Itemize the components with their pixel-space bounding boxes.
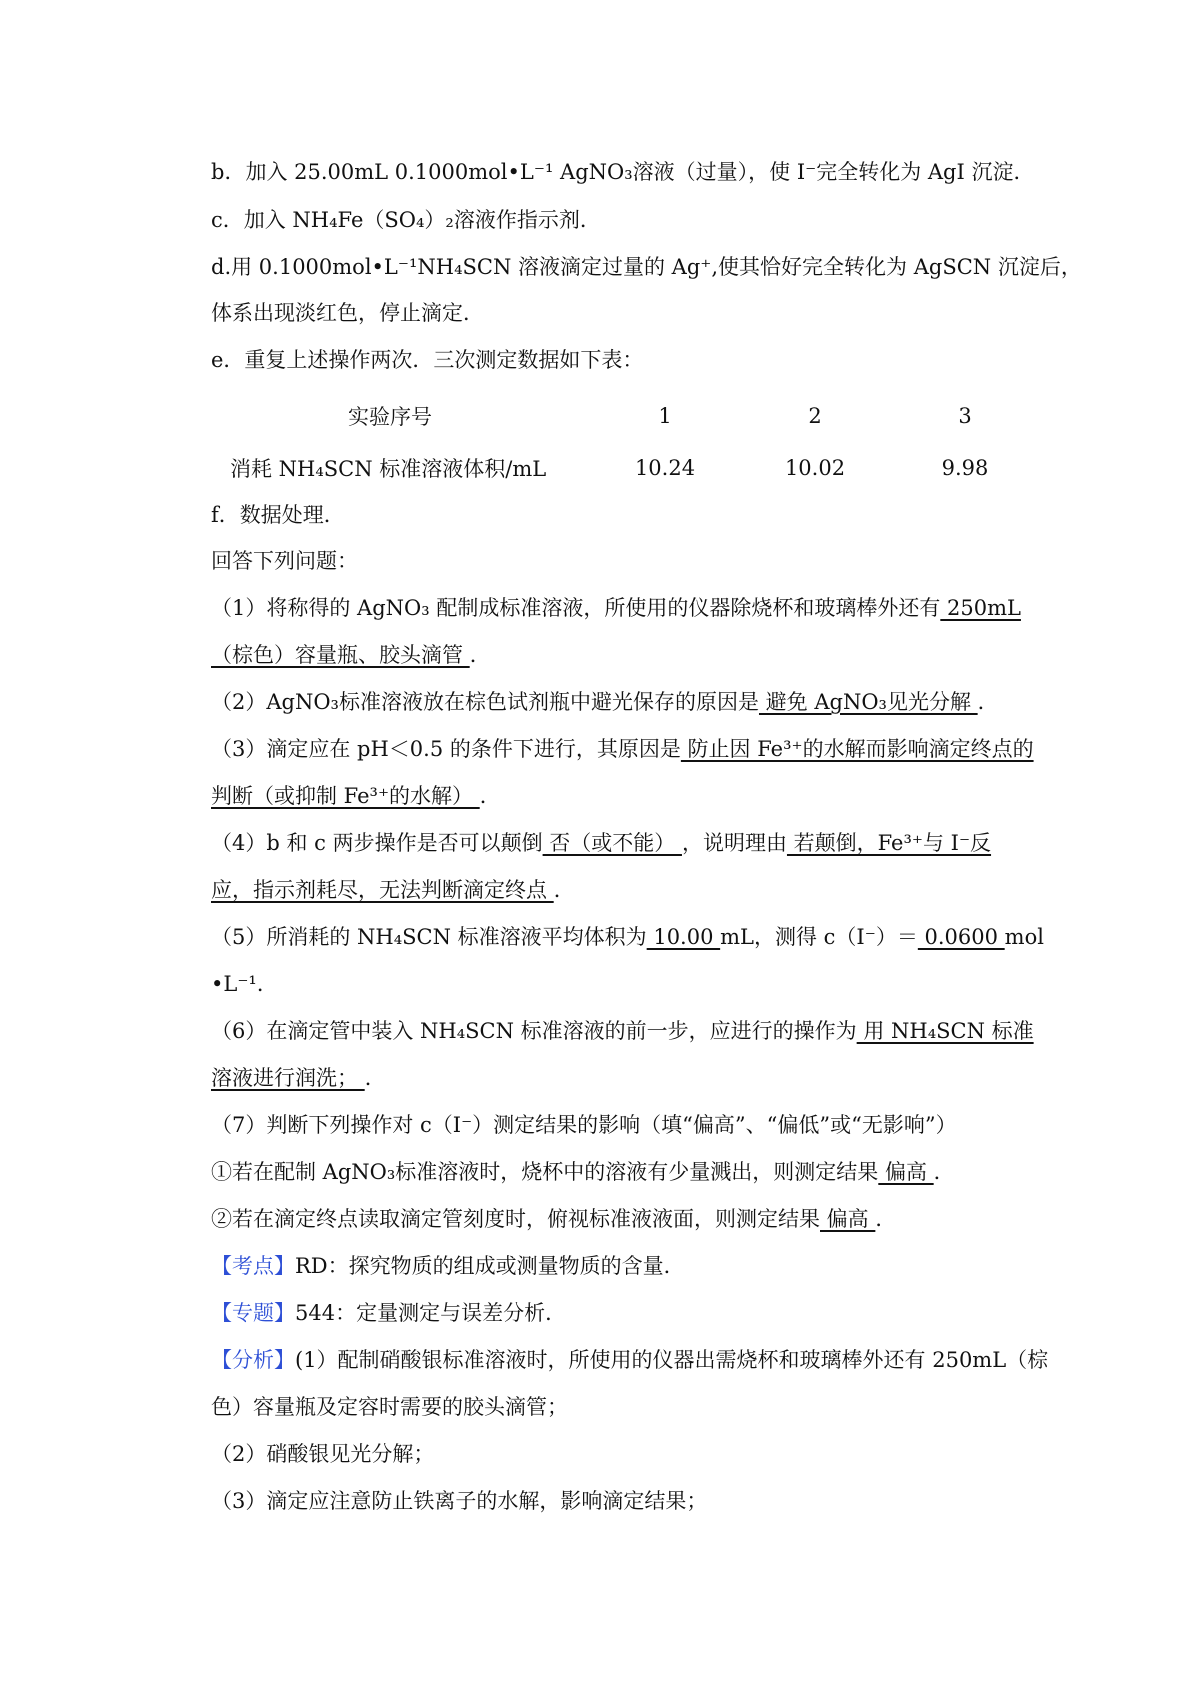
table-header-cell: 1 bbox=[658, 404, 672, 428]
q6-answer1: 用 NH₄SCN 标准 bbox=[856, 1019, 1034, 1043]
q5-text2: mL，测得 c（I⁻）＝ bbox=[720, 925, 918, 949]
q1-line1 bbox=[211, 593, 1031, 623]
step-c: c．加入 NH₄Fe（SO₄）₂溶液作指示剂． bbox=[211, 208, 601, 232]
fenxi-tag: 【分析】 bbox=[211, 1348, 295, 1372]
q2-answer: 避免 AgNO₃见光分解 bbox=[758, 690, 978, 714]
q5-answer2: 0.0600 bbox=[917, 925, 1005, 949]
q4-answer1: 否（或不能） bbox=[542, 831, 682, 855]
fenxi-line4: （3）滴定应注意防止铁离子的水解，影响滴定结果； bbox=[211, 1489, 708, 1513]
table-header-cell: 2 bbox=[808, 404, 822, 428]
fenxi-line1 bbox=[211, 1345, 1049, 1375]
table-header-cell: 3 bbox=[958, 404, 972, 428]
q3-end: ． bbox=[479, 784, 501, 808]
q7-1-end: ． bbox=[933, 1160, 955, 1184]
q4-text2: ，说明理由 bbox=[681, 831, 787, 855]
q2-line bbox=[211, 687, 1031, 717]
table-cell: 10.24 bbox=[634, 456, 696, 480]
q4-answer3: 应，指示剂耗尽，无法判断滴定终点 bbox=[211, 878, 554, 902]
q7-1-answer: 偏高 bbox=[878, 1160, 934, 1184]
table-row-label: 消耗 NH₄SCN 标准溶液体积/mL bbox=[230, 457, 547, 481]
kaodian-text: RD：探究物质的组成或测量物质的含量． bbox=[295, 1254, 685, 1278]
q3-answer-part2: 判断（或抑制 Fe³⁺的水解） bbox=[211, 784, 480, 808]
q7-2-line bbox=[211, 1204, 1031, 1234]
zhuanti-tag: 【专题】 bbox=[211, 1301, 295, 1325]
table-row bbox=[230, 442, 1040, 494]
q7-2-text: ②若在滴定终点读取滴定管刻度时，俯视标准液液面，则测定结果 bbox=[211, 1207, 820, 1231]
q2-text: （2）AgNO₃标准溶液放在棕色试剂瓶中避光保存的原因是 bbox=[211, 690, 759, 714]
q1-text: （1）将称得的 AgNO₃ 配制成标准溶液，所使用的仪器除烧杯和玻璃棒外还有 bbox=[211, 596, 941, 620]
fenxi-line3: （2）硝酸银见光分解； bbox=[211, 1442, 435, 1466]
q6-line1 bbox=[211, 1016, 1034, 1046]
q4-line2 bbox=[211, 875, 1031, 905]
q3-line2 bbox=[211, 781, 1031, 811]
fenxi-line2: 色）容量瓶及定容时需要的胶头滴管； bbox=[211, 1395, 568, 1419]
data-table bbox=[230, 390, 1040, 494]
q7-line: （7）判断下列操作对 c（I⁻）测定结果的影响（填“偏高”、“偏低”或“无影响”） bbox=[211, 1113, 957, 1137]
q7-1-text: ①若在配制 AgNO₃标准溶液时，烧杯中的溶液有少量溅出，则测定结果 bbox=[211, 1160, 879, 1184]
q4-end: ． bbox=[553, 878, 575, 902]
q5-line1 bbox=[211, 922, 1044, 952]
q1-line2 bbox=[211, 640, 1031, 670]
q6-end: ． bbox=[364, 1066, 386, 1090]
q5-answer1: 10.00 bbox=[646, 925, 721, 949]
q4-text: （4）b 和 c 两步操作是否可以颠倒 bbox=[211, 831, 543, 855]
table-cell: 9.98 bbox=[941, 456, 989, 480]
questions-intro: 回答下列问题： bbox=[211, 549, 358, 573]
step-d-line1: d.用 0.1000mol•L⁻¹NH₄SCN 溶液滴定过量的 Ag⁺,使其恰好完全转化为 AgSCN 沉淀后， bbox=[211, 255, 1082, 279]
q3-text: （3）滴定应在 pH＜0.5 的条件下进行，其原因是 bbox=[211, 737, 681, 761]
table-header-row bbox=[230, 390, 1040, 442]
q7-1-line bbox=[211, 1157, 1031, 1187]
q1-answer-part1: 250mL bbox=[940, 596, 1021, 620]
step-d-line2: 体系出现淡红色，停止滴定． bbox=[211, 301, 484, 325]
q5-unit: mol bbox=[1004, 925, 1044, 949]
step-b: b．加入 25.00mL 0.1000mol•L⁻¹ AgNO₃溶液（过量），使 I⁻完全转化为 AgI 沉淀． bbox=[211, 160, 1035, 184]
q2-end: ． bbox=[977, 690, 999, 714]
q4-line1 bbox=[211, 828, 1031, 858]
table-header-cell: 实验序号 bbox=[348, 405, 432, 429]
q5-text: （5）所消耗的 NH₄SCN 标准溶液平均体积为 bbox=[211, 925, 647, 949]
q5-line2: •L⁻¹． bbox=[211, 972, 278, 996]
q7-2-end: ． bbox=[875, 1207, 897, 1231]
fenxi-text1: (1）配制硝酸银标准溶液时，所使用的仪器出需烧杯和玻璃棒外还有 250mL（棕 bbox=[295, 1348, 1049, 1372]
kaodian-line bbox=[211, 1251, 1031, 1281]
kaodian-tag: 【考点】 bbox=[211, 1254, 295, 1278]
q3-line1 bbox=[211, 734, 1034, 764]
q1-answer-part2: （棕色）容量瓶、胶头滴管 bbox=[211, 643, 470, 667]
step-f: f．数据处理． bbox=[211, 503, 345, 527]
q3-answer-part1: 防止因 Fe³⁺的水解而影响滴定终点的 bbox=[680, 737, 1034, 761]
q6-text: （6）在滴定管中装入 NH₄SCN 标准溶液的前一步，应进行的操作为 bbox=[211, 1019, 857, 1043]
zhuanti-line bbox=[211, 1298, 1031, 1328]
q1-end: ． bbox=[469, 643, 491, 667]
q6-line2 bbox=[211, 1063, 1031, 1093]
table-cell: 10.02 bbox=[784, 456, 846, 480]
q4-answer2: 若颠倒，Fe³⁺与 I⁻反 bbox=[786, 831, 992, 855]
step-e: e．重复上述操作两次．三次测定数据如下表： bbox=[211, 348, 644, 372]
zhuanti-text: 544：定量测定与误差分析． bbox=[295, 1301, 567, 1325]
q7-2-answer: 偏高 bbox=[820, 1207, 876, 1231]
q6-answer2: 溶液进行润洗； bbox=[211, 1066, 365, 1090]
